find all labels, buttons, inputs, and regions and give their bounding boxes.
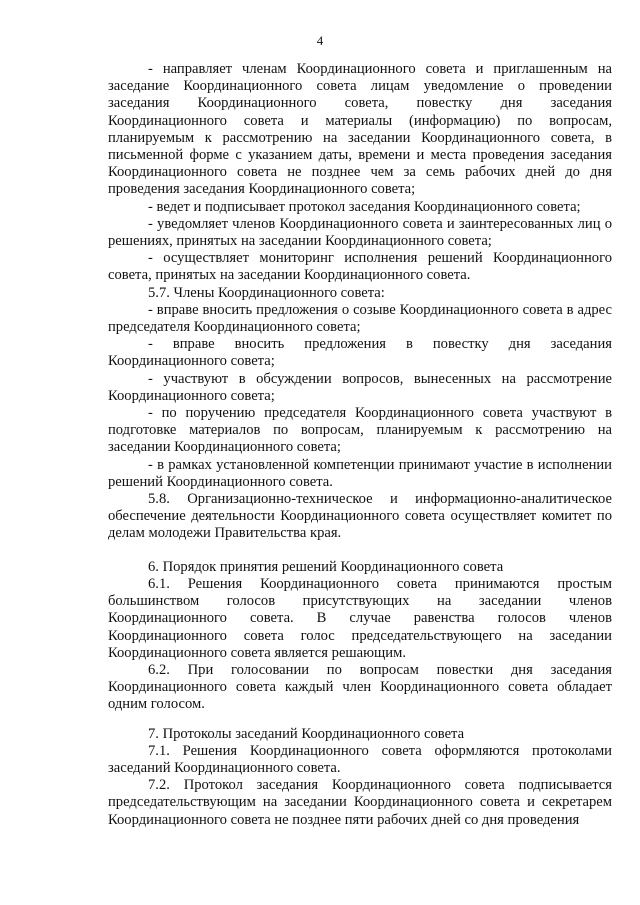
paragraph-5-7: 5.7. Члены Координационного совета: [148,284,385,301]
paragraph-6-1: 6.1. Решения Координационного совета принимаются простым большинством голосов присутствующих на заседании членов Координационного совета. В случае равенства голосов членов Координационного совета голос председательствующего на заседании Координационного совета является решающим. [108,575,612,661]
paragraph-5-8: 5.8. Организационно-техническое и информационно-аналитическое обеспечение деятельности Координационного совета осуществляет комитет по делам молодежи Правительства края. [108,491,612,542]
paragraph-execute-decisions: - в рамках установленной компетенции принимают участие в исполнении решений Координационного совета. [108,456,612,490]
paragraph-propose-convening: - вправе вносить предложения о созыве Координационного совета в адрес председателя Координационного совета; [108,301,612,336]
paragraph-prepare-materials: - по поручению председателя Координационного совета участвуют в подготовке материалов по вопросам, планируемым к рассмотрению на заседании Координационного совета; [108,405,612,456]
paragraph-6-2: 6.2. При голосовании по вопросам повестки дня заседания Координационного совета каждый член Координационного совета обладает одним голосом. [108,661,612,713]
section-heading-7: 7. Протоколы заседаний Координационного совета [148,725,465,742]
paragraph-notify-members: - направляет членам Координационного совета и приглашенным на заседание Координационного совета лицам уведомление о проведении заседания Координационного совета, повестку дня заседания Координационного совета и материалы (информацию) по вопросам, планируемым к рассмотрению на заседании Координационного совета, в письменной форме с указанием даты, времени и места проведения заседания Координационного совета не позднее чем за семь рабочих дней до дня проведения заседания Координационного совета; [108,61,612,198]
paragraph-propose-agenda: - вправе вносить предложения в повестку дня заседания Координационного совета; [108,336,612,370]
paragraph-monitoring: - осуществляет мониторинг исполнения решений Координационного совета, принятых на заседании Координационного совета. [108,250,612,284]
paragraph-keeps-protocol: - ведет и подписывает протокол заседания Координационного совета; [148,198,581,215]
page-number: 4 [316,33,324,48]
document-body [108,61,612,829]
paragraph-7-1: 7.1. Решения Координационного совета оформляются протоколами заседаний Координационного совета. [108,742,612,776]
paragraph-participate-discussion: - участвуют в обсуждении вопросов, вынесенных на рассмотрение Координационного совета; [108,370,612,404]
section-heading-6: 6. Порядок принятия решений Координационного совета [148,558,504,575]
paragraph-7-2: 7.2. Протокол заседания Координационного совета подписывается председательствующим на заседании Координационного совета и секретарем Координационного совета не позднее пяти рабочих дней со дня проведения [108,777,612,828]
paragraph-notifies-decisions: - уведомляет членов Координационного совета и заинтересованных лиц о решениях, принятых на заседании Координационного совета; [108,215,612,250]
